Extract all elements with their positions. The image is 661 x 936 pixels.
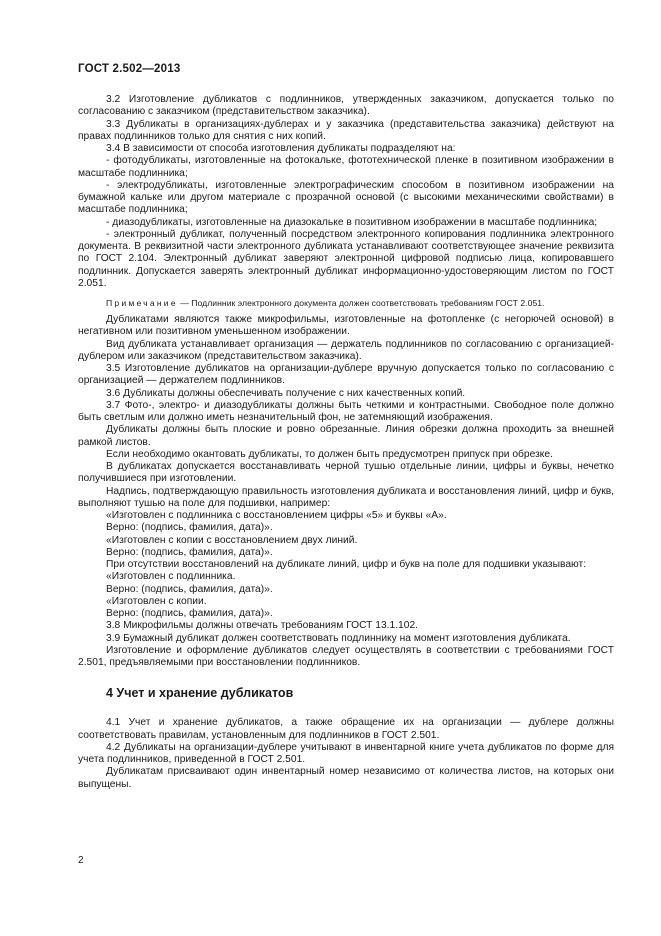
paragraph: - фотодубликаты, изготовленные на фотокальке, фототехнической пленке в позитивном изображении в масштабе подлинника; bbox=[78, 155, 614, 179]
paragraphs-clause-3-2-to-3-4 bbox=[78, 94, 614, 290]
paragraph: Изготовление и оформление дубликатов следует осуществлять в соответствии с требованиями ГОСТ 2.501, предъявляемыми при восстановлении подлинников. bbox=[78, 644, 614, 668]
paragraph: 3.5 Изготовление дубликатов на организации-дублере вручную допускается только по согласованию с организацией — держателем подлинников. bbox=[78, 363, 614, 387]
paragraph: 3.9 Бумажный дубликат должен соответствовать подлиннику на момент изготовления дубликата. bbox=[106, 632, 571, 644]
paragraph: 3.4 В зависимости от способа изготовления дубликаты подразделяют на: bbox=[106, 143, 456, 154]
paragraph: При отсутствии восстановлений на дубликате линий, цифр и букв на поле для подшивки указывают: bbox=[106, 559, 587, 570]
paragraph: «Изготовлен с копии. bbox=[106, 595, 207, 607]
standard-header: ГОСТ 2.502—2013 bbox=[78, 63, 181, 75]
paragraph: 3.8 Микрофильмы должны отвечать требованиям ГОСТ 13.1.102. bbox=[106, 620, 418, 632]
paragraph: - электронный дубликат, полученный посредством электронного копирования подлинника электронного документа. В реквизитной части электронного дубликата устанавливают соответствующее значение реквизита по ГОСТ 2.104. Электронный дубликат заверяют электронной цифровой подписью лица, копировавшего подлинник. Допускается заверять электронный дубликат информационно-удостоверяющим листом по ГОСТ 2.051. bbox=[78, 228, 614, 289]
paragraph: 4.2 Дубликаты на организации-дублере учитывают в инвентарной книге учета дубликатов по форме для учета подлинников, приведенной в ГОСТ 2.501. bbox=[78, 741, 614, 765]
paragraph: Верно: (подпись, фамилия, дата)». bbox=[106, 608, 273, 619]
paragraph: В дубликатах допускается восстанавливать черной тушью отдельные линии, цифры и буквы, нечетко получившиеся при изготовлении. bbox=[78, 461, 614, 485]
paragraph: Верно: (подпись, фамилия, дата)». bbox=[106, 522, 273, 534]
paragraph: 3.3 Дубликаты в организациях-дублерах и у заказчика (представительства заказчика) действуют на правах подлинников только для снятия с них копий. bbox=[78, 118, 614, 142]
note-text: — Подлинник электронного документа должен соответствовать требованиям ГОСТ 2.051. bbox=[177, 298, 545, 308]
paragraph: 3.6 Дубликаты должны обеспечивать получение с них качественных копий. bbox=[106, 387, 466, 399]
paragraph: «Изготовлен с копии с восстановлением двух линий. bbox=[106, 534, 358, 546]
paragraph: Дубликаты должны быть плоские и ровно обрезанные. Линия обрезки должна проходить за внешней рамкой листов. bbox=[78, 424, 614, 448]
paragraph: Вид дубликата устанавливает организация — держатель подлинников по согласованию с организацией-дублером или заказчиком (представительством заказчика). bbox=[78, 338, 614, 362]
paragraph: 3.2 Изготовление дубликатов с подлинников, утвержденных заказчиком, допускается только по согласованию с заказчиком (представительством заказчика). bbox=[78, 94, 614, 118]
note bbox=[78, 298, 614, 309]
page-number: 2 bbox=[78, 855, 84, 866]
paragraphs-clause-4 bbox=[78, 717, 614, 791]
note-label: Примечание bbox=[106, 298, 178, 308]
paragraphs-clause-3-4-to-3-9 bbox=[78, 314, 614, 669]
paragraph: «Изготовлен с подлинника. bbox=[106, 571, 236, 583]
paragraph: «Изготовлен с подлинника с восстановлением цифры «5» и буквы «А». bbox=[106, 510, 447, 521]
paragraph: Верно: (подпись, фамилия, дата)». bbox=[106, 546, 273, 558]
paragraph: Дубликатами являются также микрофильмы, изготовленные на фотопленке (с негорючей основой) в негативном или позитивном уменьшенном изображении. bbox=[78, 314, 614, 338]
paragraph: - электродубликаты, изготовленные электрографическим способом в позитивном изображении на бумажной кальке или другом материале с прозрачной основой (с высокими механическими свойствами) в масштабе подлинника; bbox=[78, 179, 614, 216]
paragraph: Если необходимо окантовать дубликаты, то должен быть предусмотрен припуск при обрезке. bbox=[106, 448, 553, 460]
document-body bbox=[78, 94, 614, 791]
paragraph: 3.7 Фото-, электро- и диазодубликаты должны быть четкими и контрастными. Свободное поле должно быть светлым или должно иметь незначительный фон, не затемняющий изображения. bbox=[78, 399, 614, 423]
paragraph: Верно: (подпись, фамилия, дата)». bbox=[106, 583, 273, 595]
paragraph: Надпись, подтверждающую правильность изготовления дубликата и восстановления линий, цифр и букв, выполняют тушью на поле для подшивки, например: bbox=[78, 485, 614, 509]
paragraph: Дубликатам присваивают один инвентарный номер независимо от количества листов, на которых они выпущены. bbox=[78, 766, 614, 790]
paragraph: - диазодубликаты, изготовленные на диазокальке в позитивном изображении в масштабе подлинника; bbox=[106, 216, 598, 228]
section-4-heading: 4 Учет и хранение дубликатов bbox=[106, 686, 294, 701]
paragraph: 4.1 Учет и хранение дубликатов, а также обращение их на организации — дублере должны соответствовать правилам, установленным для подлинников в ГОСТ 2.501. bbox=[78, 717, 614, 741]
